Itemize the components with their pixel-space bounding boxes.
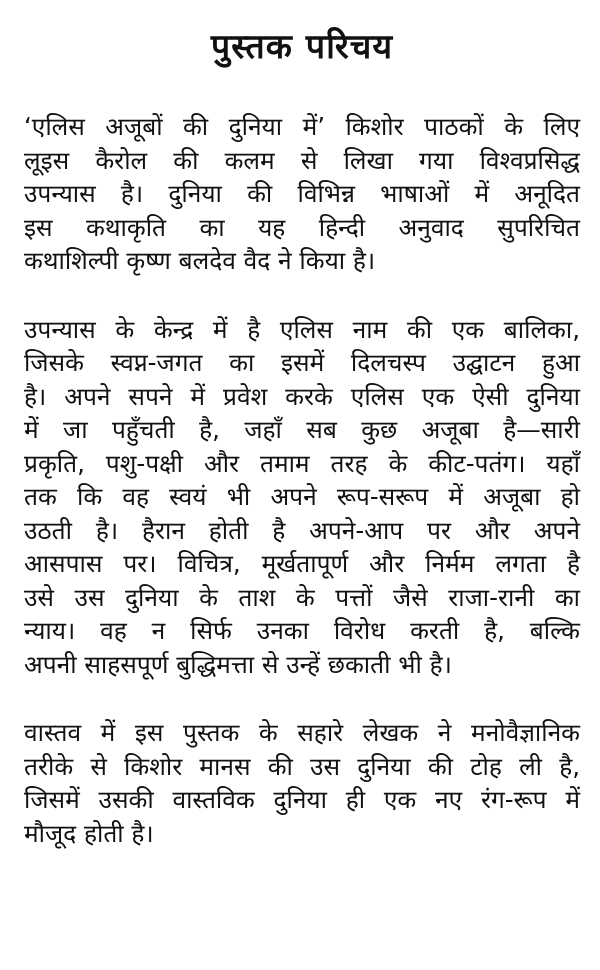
text-line: उपन्यास के केन्द्र में है एलिस नाम की एक बालिका, — [24, 314, 580, 344]
text-line: उपन्यास है। दुनिया की विभिन्न भाषाओं में अनूदित — [24, 179, 580, 208]
document-page — [24, 22, 580, 885]
text-line: ‘एलिस अजूबों की दुनिया में’ किशोर पाठकों के लिए — [24, 112, 580, 141]
text-line: इस कथाकृति का यह हिन्दी अनुवाद सुपरिचित — [24, 212, 580, 242]
text-line: अपनी साहसपूर्ण बुद्धिमत्ता से उन्हें छकाती भी है। — [24, 649, 452, 679]
text-line: प्रकृति, पशु-पक्षी और तमाम तरह के कीट-पतंग। यहाँ — [24, 448, 580, 478]
paragraph-conclusion — [24, 716, 580, 850]
paragraph-story — [24, 313, 580, 682]
text-line: उसे उस दुनिया के ताश के पत्तों जैसे राजा-रानी का — [24, 582, 580, 612]
text-line: मौजूद होती है। — [24, 818, 154, 848]
text-line: है। अपने सपने में प्रवेश करके एलिस एक ऐसी दुनिया — [24, 381, 580, 411]
text-line: जिसके स्वप्न-जगत का इसमें दिलचस्प उद्घाटन हुआ — [24, 348, 580, 377]
text-line: आसपास पर। विचित्र, मूर्खतापूर्ण और निर्मम लगता है — [24, 549, 580, 578]
text-line: उठती है। हैरान होती है अपने-आप पर और अपने — [24, 515, 580, 545]
text-line: में जा पहुँचती है, जहाँ सब कुछ अजूबा है—सारी — [24, 415, 580, 444]
text-line: जिसमें उसकी वास्तविक दुनिया ही एक नए रंग-रूप में — [24, 785, 580, 814]
paragraph-intro — [24, 110, 580, 278]
text-line: तरीके से किशोर मानस की उस दुनिया की टोह ली है, — [24, 751, 580, 781]
text-line: कथाशिल्पी कृष्ण बलदेव वैद ने किया है। — [24, 246, 376, 275]
text-line: वास्तव में इस पुस्तक के सहारे लेखक ने मनोवैज्ञानिक — [24, 718, 580, 747]
text-line: तक कि वह स्वयं भी अपने रूप-सरूप में अजूबा हो — [24, 482, 580, 511]
text-line: लूइस कैरोल की कलम से लिखा गया विश्वप्रसिद्ध — [24, 145, 580, 175]
page-title: पुस्तक परिचय — [210, 27, 394, 67]
text-line: न्याय। वह न सिर्फ उनका विरोध करती है, बल्कि — [24, 616, 580, 645]
